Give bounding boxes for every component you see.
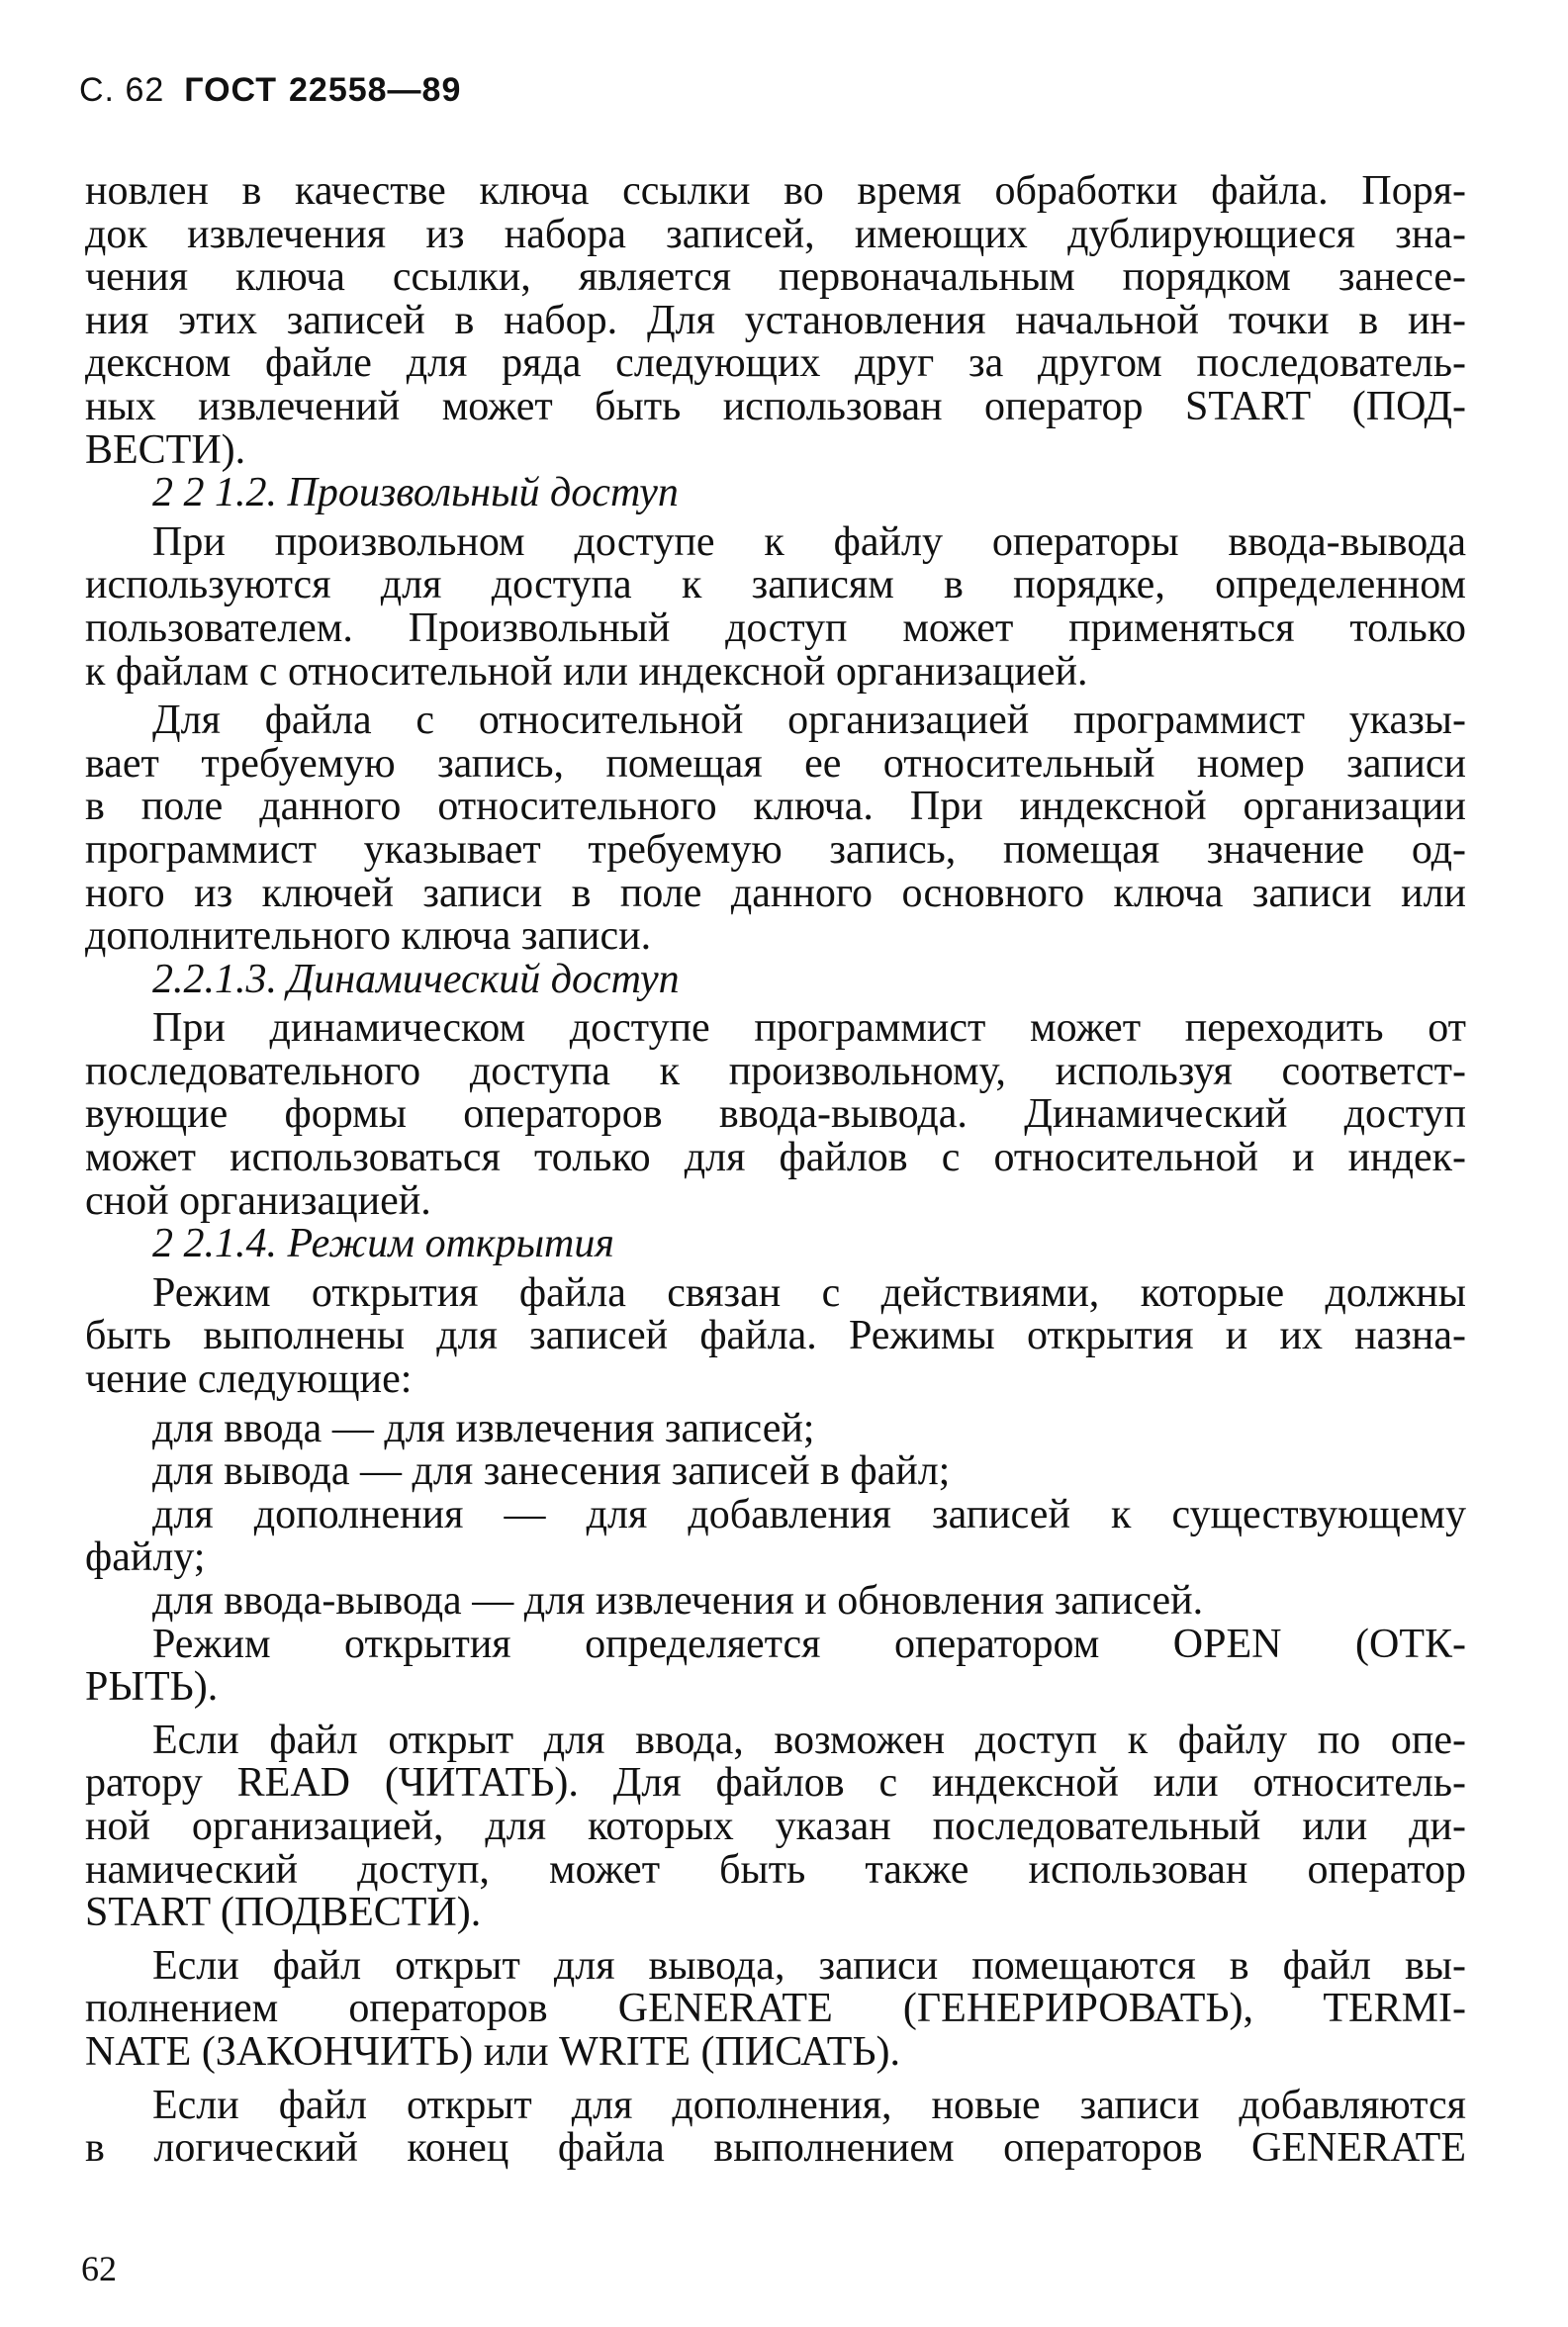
text-line: Если файл открыт для вывода, записи помещаются в файл вы- (152, 1942, 1466, 1989)
standard-number: 22558—89 (289, 71, 462, 109)
text-line: сной организацией. (85, 1177, 431, 1224)
text-line: Режим открытия определяется оператором OPEN (ОТК- (152, 1621, 1466, 1667)
text-line: чения ключа ссылки, является первоначальным порядком занесе- (85, 254, 1466, 301)
text-line: намический доступ, может быть также использован оператор (85, 1846, 1466, 1893)
mode-list-item: для дополнения — для добавления записей к существующему (152, 1491, 1466, 1537)
text-line: файлу; (85, 1535, 206, 1581)
text-line: дексном файле для ряда следующих друг за другом последователь- (85, 340, 1466, 387)
standard-label: ГОСТ (184, 71, 278, 109)
text-line: ных извлечений может быть использован оператор START (ПОД- (85, 383, 1466, 429)
text-line: пользователем. Произвольный доступ может применяться только (85, 605, 1466, 651)
text-line: последовательного доступа к произвольному, используя соответст- (85, 1048, 1466, 1094)
mode-list-item: для вывода — для занесения записей в файл; (152, 1448, 951, 1495)
text-line: программист указывает требуемую запись, помещая значение од- (85, 826, 1466, 873)
section-heading-2-2-1-4: 2 2.1.4. Режим открытия (152, 1221, 614, 1267)
page-reference: С. 62 (79, 71, 165, 109)
text-line: Для файла с относительной организацией программист указы- (152, 698, 1466, 744)
text-line: Если файл открыт для дополнения, новые записи добавляются (152, 2082, 1466, 2128)
text-line: При динамическом доступе программист может переходить от (152, 1005, 1466, 1052)
text-line: ного из ключей записи в поле данного основного ключа записи или (85, 870, 1466, 916)
text-line: РЫТЬ). (85, 1664, 219, 1711)
mode-list-item: для ввода — для извлечения записей; (152, 1405, 815, 1451)
text-line: вает требуемую запись, помещая ее относительный номер записи (85, 740, 1466, 787)
page-number: 62 (81, 2249, 117, 2288)
text-line: вующие формы операторов ввода-вывода. Динамический доступ (85, 1091, 1466, 1138)
text-line: в логический конец файла выполнением операторов GENERATE (85, 2125, 1466, 2172)
page-header (79, 71, 461, 110)
section-heading-2-2-1-2: 2 2 1.2. Произвольный доступ (152, 470, 679, 516)
text-line: док извлечения из набора записей, имеющих дублирующиеся зна- (85, 211, 1466, 257)
text-line: к файлам с относительной или индексной организацией. (85, 648, 1088, 695)
text-line: может использоваться только для файлов с относительной и индек- (85, 1135, 1466, 1181)
text-line: чение следующие: (85, 1356, 413, 1403)
section-heading-2-2-1-3: 2.2.1.3. Динамический доступ (152, 956, 680, 1002)
body-text (85, 170, 1466, 2171)
text-line: NATE (ЗАКОНЧИТЬ) или WRITE (ПИСАТЬ). (85, 2028, 901, 2075)
text-line: START (ПОДВЕСТИ). (85, 1890, 482, 1936)
text-line: в поле данного относительного ключа. При индексной организации (85, 784, 1466, 830)
text-line: Если файл открыт для ввода, возможен доступ к файлу по опе- (152, 1717, 1466, 1763)
text-line: При произвольном доступе к файлу операторы ввода-вывода (152, 518, 1466, 565)
text-line: ной организацией, для которых указан последовательный или ди- (85, 1803, 1466, 1849)
text-line: новлен в качестве ключа ссылки во время обработки файла. Поря- (85, 168, 1466, 214)
text-line: ратору READ (ЧИТАТЬ). Для файлов с индексной или относитель- (85, 1760, 1466, 1807)
text-line: ния этих записей в набор. Для установления начальной точки в ин- (85, 297, 1466, 343)
text-line: ВЕСТИ). (85, 426, 246, 473)
text-line: Режим открытия файла связан с действиями, которые должны (152, 1269, 1466, 1316)
mode-list-item: для ввода-вывода — для извлечения и обновления записей. (152, 1578, 1204, 1624)
text-line: используются для доступа к записям в порядке, определенном (85, 562, 1466, 608)
text-line: быть выполнены для записей файла. Режимы открытия и их назна- (85, 1313, 1466, 1359)
text-line: дополнительного ключа записи. (85, 913, 652, 960)
text-line: полнением операторов GENERATE (ГЕНЕРИРОВАТЬ), TERMI- (85, 1986, 1466, 2032)
